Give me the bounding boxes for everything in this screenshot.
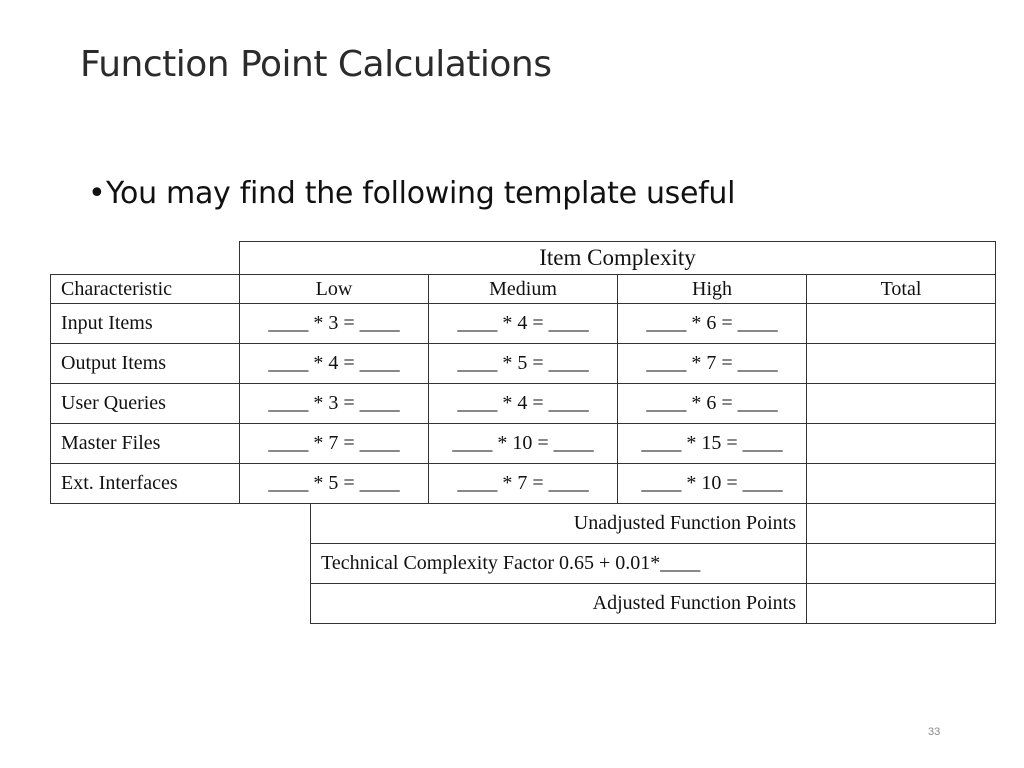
row-high: ____ * 6 = ____ [618,304,807,344]
unadjusted-value [807,504,996,544]
table-row [51,304,996,344]
column-header-row [51,275,996,304]
summary-row-tcf [51,544,996,584]
row-high: ____ * 7 = ____ [618,344,807,384]
empty-summary-spacer [51,584,311,624]
header-high: High [618,275,807,304]
tcf-label: Technical Complexity Factor 0.65 + 0.01*____ [311,544,807,584]
page-number: 33 [928,726,941,738]
item-complexity-header: Item Complexity [240,242,996,275]
summary-row-adjusted [51,584,996,624]
empty-corner-cell [51,242,240,275]
tcf-value [807,544,996,584]
row-total [807,344,996,384]
row-characteristic: Ext. Interfaces [51,464,240,504]
row-low: ____ * 4 = ____ [240,344,429,384]
header-low: Low [240,275,429,304]
header-total: Total [807,275,996,304]
row-medium: ____ * 10 = ____ [429,424,618,464]
header-characteristic: Characteristic [51,275,240,304]
table-row [51,424,996,464]
row-total [807,304,996,344]
bullet-dot: • [88,176,106,211]
row-characteristic: Master Files [51,424,240,464]
row-low: ____ * 5 = ____ [240,464,429,504]
row-high: ____ * 6 = ____ [618,384,807,424]
row-characteristic: Input Items [51,304,240,344]
row-medium: ____ * 4 = ____ [429,384,618,424]
slide-title: Function Point Calculations [80,44,552,85]
row-total [807,384,996,424]
table-row [51,344,996,384]
row-medium: ____ * 4 = ____ [429,304,618,344]
adjusted-label: Adjusted Function Points [311,584,807,624]
row-high: ____ * 10 = ____ [618,464,807,504]
row-total [807,464,996,504]
complexity-header-row [51,242,996,275]
row-medium: ____ * 5 = ____ [429,344,618,384]
bullet-item [88,176,735,211]
unadjusted-label: Unadjusted Function Points [311,504,807,544]
table-row [51,464,996,504]
row-characteristic: Output Items [51,344,240,384]
adjusted-value [807,584,996,624]
row-low: ____ * 7 = ____ [240,424,429,464]
table-row [51,384,996,424]
row-low: ____ * 3 = ____ [240,304,429,344]
row-characteristic: User Queries [51,384,240,424]
summary-row-unadjusted [51,504,996,544]
header-medium: Medium [429,275,618,304]
empty-summary-spacer [51,504,311,544]
empty-summary-spacer [51,544,311,584]
row-medium: ____ * 7 = ____ [429,464,618,504]
row-total [807,424,996,464]
bullet-text: You may find the following template useful [106,176,736,211]
row-high: ____ * 15 = ____ [618,424,807,464]
row-low: ____ * 3 = ____ [240,384,429,424]
function-point-table [50,241,996,624]
